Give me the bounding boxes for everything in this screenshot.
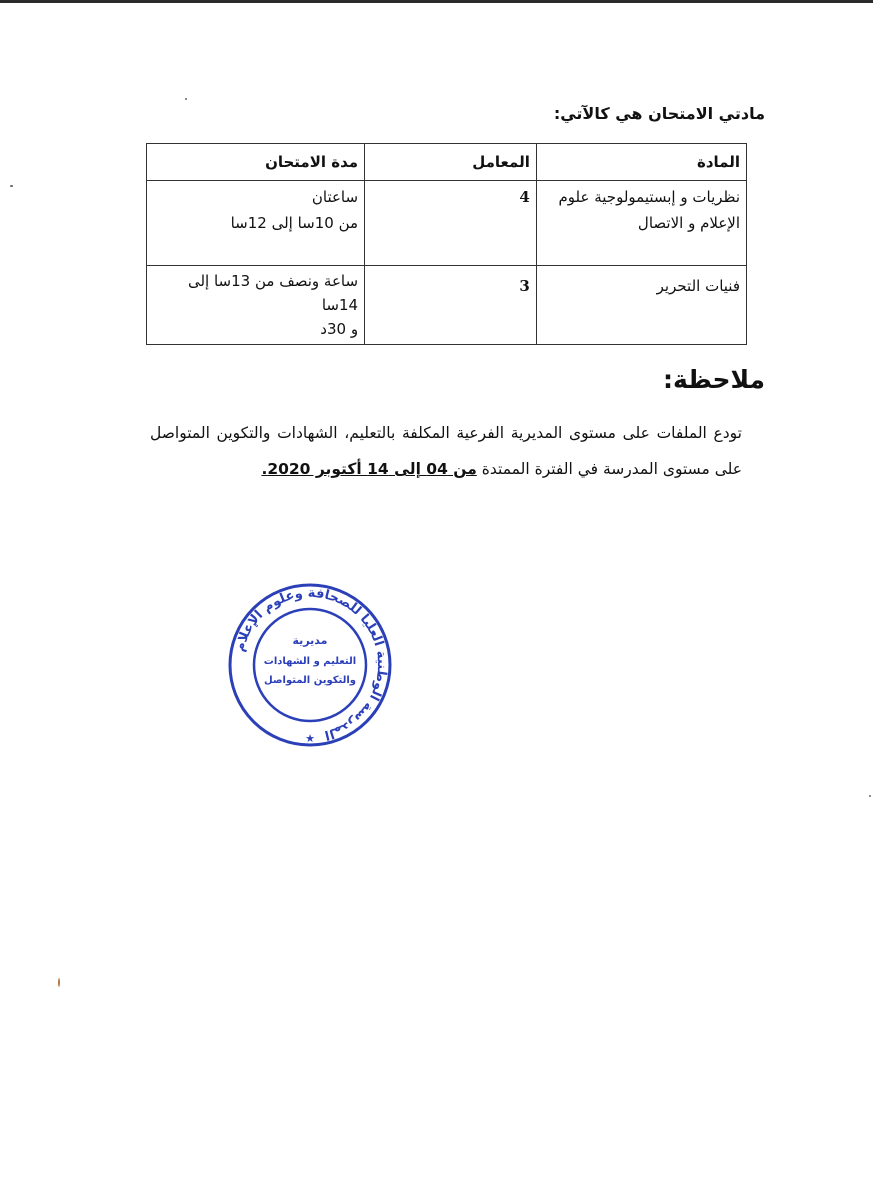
note-body: [150, 415, 742, 487]
official-stamp: [227, 582, 393, 748]
cell-subject: [536, 181, 746, 266]
subject-line: فنيات التحرير: [656, 277, 740, 295]
duration-line: ساعتان: [311, 188, 359, 206]
star-icon: ★: [305, 732, 315, 745]
cell-coefficient: [365, 181, 537, 266]
section-heading: مادتي الامتحان هي كالآتي:: [553, 104, 765, 123]
subject-line: الإعلام و الاتصال: [637, 214, 740, 232]
subject-line: نظريات و إبستيمولوجية علوم: [558, 188, 740, 206]
stamp-line: مديرية: [292, 634, 328, 647]
cell-duration: [147, 266, 365, 345]
coefficient-value: 4: [519, 188, 530, 206]
duration-line: من 10سا إلى 12سا: [230, 214, 359, 232]
duration-line: ساعة ونصف من 13سا إلى 14سا: [187, 272, 359, 314]
table-row: [147, 181, 747, 266]
exam-table: [146, 143, 747, 345]
cell-duration: [147, 181, 365, 266]
stamp-line: التعليم و الشهادات: [263, 656, 357, 667]
scan-speck: [185, 98, 187, 100]
scan-speck: [10, 185, 13, 187]
table-header-row: [147, 144, 747, 181]
duration-line: و 30د: [320, 320, 359, 338]
cell-subject: [536, 266, 746, 345]
table-row: [147, 266, 747, 345]
note-dates: من 04 إلى 14 أكتوبر 2020.: [261, 460, 477, 478]
scan-speck: [58, 978, 60, 987]
cell-coefficient: [365, 266, 537, 345]
stamp-ring-text: المدرسة الوطنية العليا للصحافة وعلوم الإعلام: [232, 585, 390, 743]
note-title: ملاحظة:: [663, 365, 765, 394]
header-coefficient: المعامل: [365, 144, 537, 181]
note-text: تودع الملفات على مستوى المديرية الفرعية المكلفة بالتعليم، الشهادات والتكوين المتواصل على مستوى المدرسة في الفترة الممتدة: [150, 424, 742, 478]
coefficient-value: 3: [519, 277, 530, 295]
scan-speck: [869, 795, 871, 797]
stamp-line: والتكوين المتواصل: [263, 675, 357, 686]
header-subject: المادة: [536, 144, 746, 181]
scan-top-edge: [0, 0, 873, 3]
header-duration: مدة الامتحان: [147, 144, 365, 181]
